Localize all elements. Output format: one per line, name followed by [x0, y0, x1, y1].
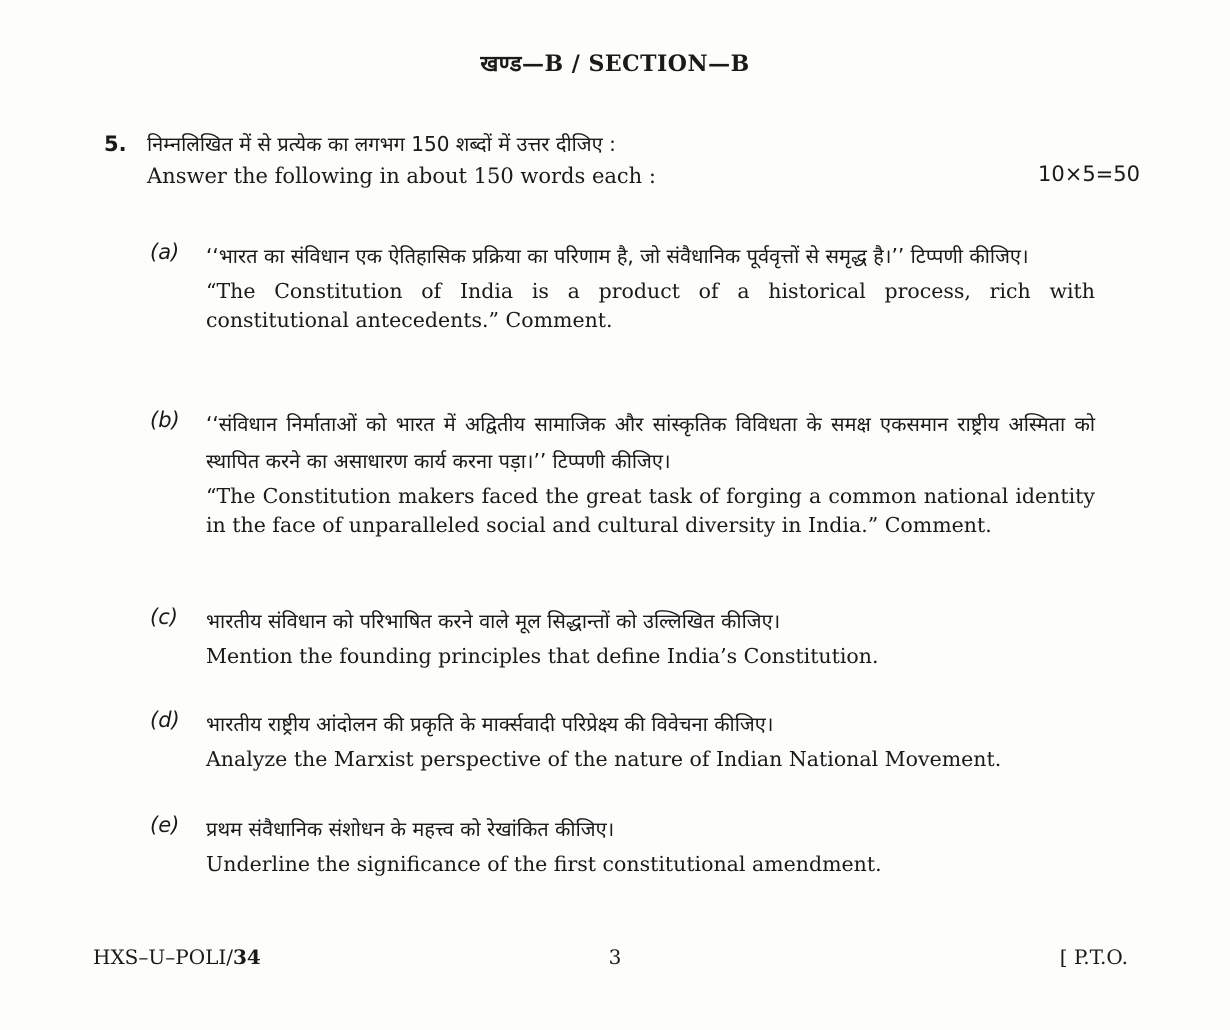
paper-code-prefix: HXS–U–POLI/ [93, 945, 234, 969]
sub-question-text-hindi: भारतीय संविधान को परिभाषित करने वाले मूल सिद्धान्तों को उल्लिखित कीजिए। [206, 609, 781, 633]
page-number: 3 [608, 945, 622, 969]
sub-question-text-hindi: प्रथम संवैधानिक संशोधन के महत्त्व को रेखांकित कीजिए। [206, 817, 615, 841]
sub-question-body [206, 811, 1095, 879]
question-marks: 10×5=50 [1038, 162, 1140, 186]
sub-question-body [206, 706, 1095, 774]
sub-question-text-hindi: ‘‘भारत का संविधान एक ऐतिहासिक प्रक्रिया का परिणाम है, जो संवैधानिक पूर्ववृत्तों से समृद्ध है।’’ टिप्पणी कीजिए। [206, 244, 1029, 268]
paper-code-number: 34 [233, 945, 261, 969]
sub-question-label: (c) [150, 605, 178, 629]
sub-question-text-english: Underline the significance of the first constitutional amendment. [206, 852, 882, 876]
sub-question-text-english: Analyze the Marxist perspective of the nature of Indian National Movement. [206, 747, 1002, 771]
sub-question-text-english: “The Constitution of India is a product of a historical process, rich with constitutional antecedents.” Comment. [206, 279, 1095, 332]
sub-question-body [206, 603, 1095, 671]
sub-question-label: (d) [150, 708, 180, 732]
sub-question-body [206, 406, 1095, 540]
please-turn-over: [ P.T.O. [1059, 945, 1128, 969]
sub-question-body [206, 238, 1095, 335]
section-heading: खण्ड—B / SECTION—B [480, 51, 750, 77]
sub-question-text-hindi: ‘‘संविधान निर्माताओं को भारत में अद्वितीय सामाजिक और सांस्कृतिक विविधता के समक्ष एकसमान राष्ट्रीय अस्मिता को स्थापित करने का असाधारण कार्य करना पड़ा।’’ टिप्पणी कीजिए। [206, 412, 1095, 473]
question-number: 5. [104, 132, 127, 156]
sub-question-text-english: Mention the founding principles that define India’s Constitution. [206, 644, 879, 668]
sub-question-text-hindi: भारतीय राष्ट्रीय आंदोलन की प्रकृति के मार्क्सवादी परिप्रेक्ष्य की विवेचना कीजिए। [206, 712, 774, 736]
sub-question-text-english: “The Constitution makers faced the great task of forging a common national identity in the face of unparalleled social and cultural diversity in India.” Comment. [206, 484, 1095, 537]
question-instruction-hindi: निम्नलिखित में से प्रत्येक का लगभग 150 शब्दों में उत्तर दीजिए : [147, 132, 616, 156]
question-instruction-english: Answer the following in about 150 words each : [147, 164, 656, 188]
sub-question-label: (a) [150, 240, 180, 264]
sub-question-label: (b) [150, 408, 180, 432]
sub-question-label: (e) [150, 813, 180, 837]
